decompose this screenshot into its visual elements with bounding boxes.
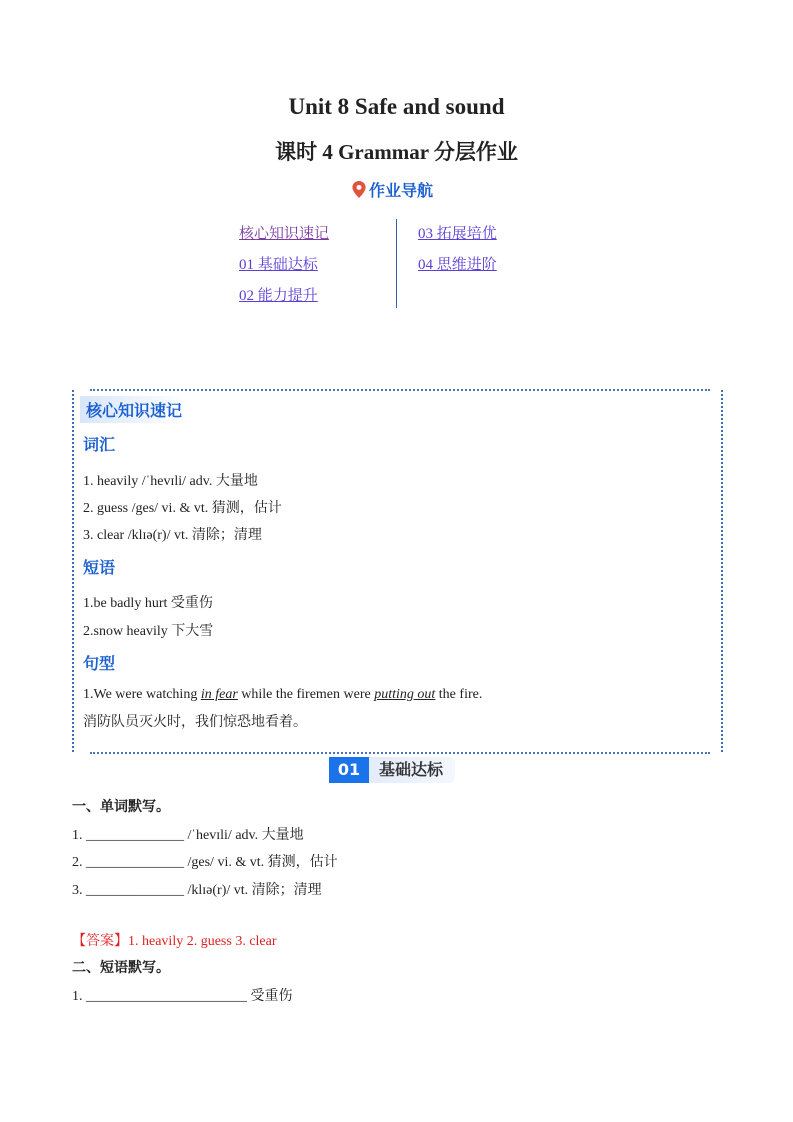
- pattern-text: 1.We were watching: [83, 687, 201, 702]
- box-bottom-border: [90, 752, 710, 754]
- nav-link-01[interactable]: 01 基础达标: [239, 257, 318, 273]
- question-item: 1. ______________ /ˈhevɪli/ adv. 大量地: [72, 828, 304, 843]
- question-heading: 二、短语默写。: [72, 960, 170, 976]
- section-number: 01: [329, 757, 369, 783]
- pattern-underlined: putting out: [374, 687, 436, 702]
- vocab-item: 3. clear /klɪə(r)/ vt. 清除；清理: [83, 528, 262, 543]
- phrase-heading: 短语: [83, 558, 116, 577]
- phrase-item: 1.be badly hurt 受重伤: [83, 596, 213, 611]
- phrase-item: 2.snow heavily 下大雪: [83, 624, 214, 639]
- pattern-heading: 句型: [83, 654, 116, 673]
- nav-link-04[interactable]: 04 思维进阶: [418, 257, 497, 273]
- section-badge: [329, 757, 455, 783]
- page-subtitle: 课时 4 Grammar 分层作业: [275, 140, 518, 164]
- question-item: 3. ______________ /klɪə(r)/ vt. 清除；清理: [72, 883, 322, 898]
- nav-link-03[interactable]: 03 拓展培优: [418, 226, 497, 242]
- nav-heading: [352, 178, 433, 201]
- nav-left-column: [239, 223, 329, 316]
- box-top-border: [90, 389, 710, 391]
- location-pin-icon: [352, 181, 366, 198]
- vocab-item: 1. heavily /ˈhevɪli/ adv. 大量地: [83, 474, 258, 489]
- pattern-translation: 消防队员灭火时，我们惊恐地看着。: [83, 715, 307, 730]
- page-title: Unit 8 Safe and sound: [288, 94, 505, 119]
- vocab-item: 2. guess /ges/ vi. & vt. 猜测，估计: [83, 501, 282, 516]
- nav-link-02[interactable]: 02 能力提升: [239, 288, 318, 304]
- section-label: 基础达标: [369, 757, 455, 783]
- nav-link-core-knowledge[interactable]: 核心知识速记: [239, 226, 330, 242]
- pattern-underlined: in fear: [200, 687, 238, 702]
- nav-divider: [396, 219, 397, 308]
- nav-heading-label: 作业导航: [369, 181, 434, 200]
- pattern-text: while the firemen were: [237, 687, 375, 702]
- knowledge-title: 核心知识速记: [80, 396, 188, 423]
- question-item: 1. _______________________ 受重伤: [72, 989, 293, 1004]
- pattern-text: the fire.: [435, 687, 483, 702]
- question-heading: 一、单词默写。: [72, 799, 170, 815]
- pattern-sentence: [83, 687, 482, 703]
- vocab-heading: 词汇: [83, 435, 116, 454]
- answer-text: 【答案】1. heavily 2. guess 3. clear: [72, 934, 277, 949]
- nav-right-column: [418, 223, 497, 285]
- question-item: 2. ______________ /ges/ vi. & vt. 猜测，估计: [72, 855, 338, 870]
